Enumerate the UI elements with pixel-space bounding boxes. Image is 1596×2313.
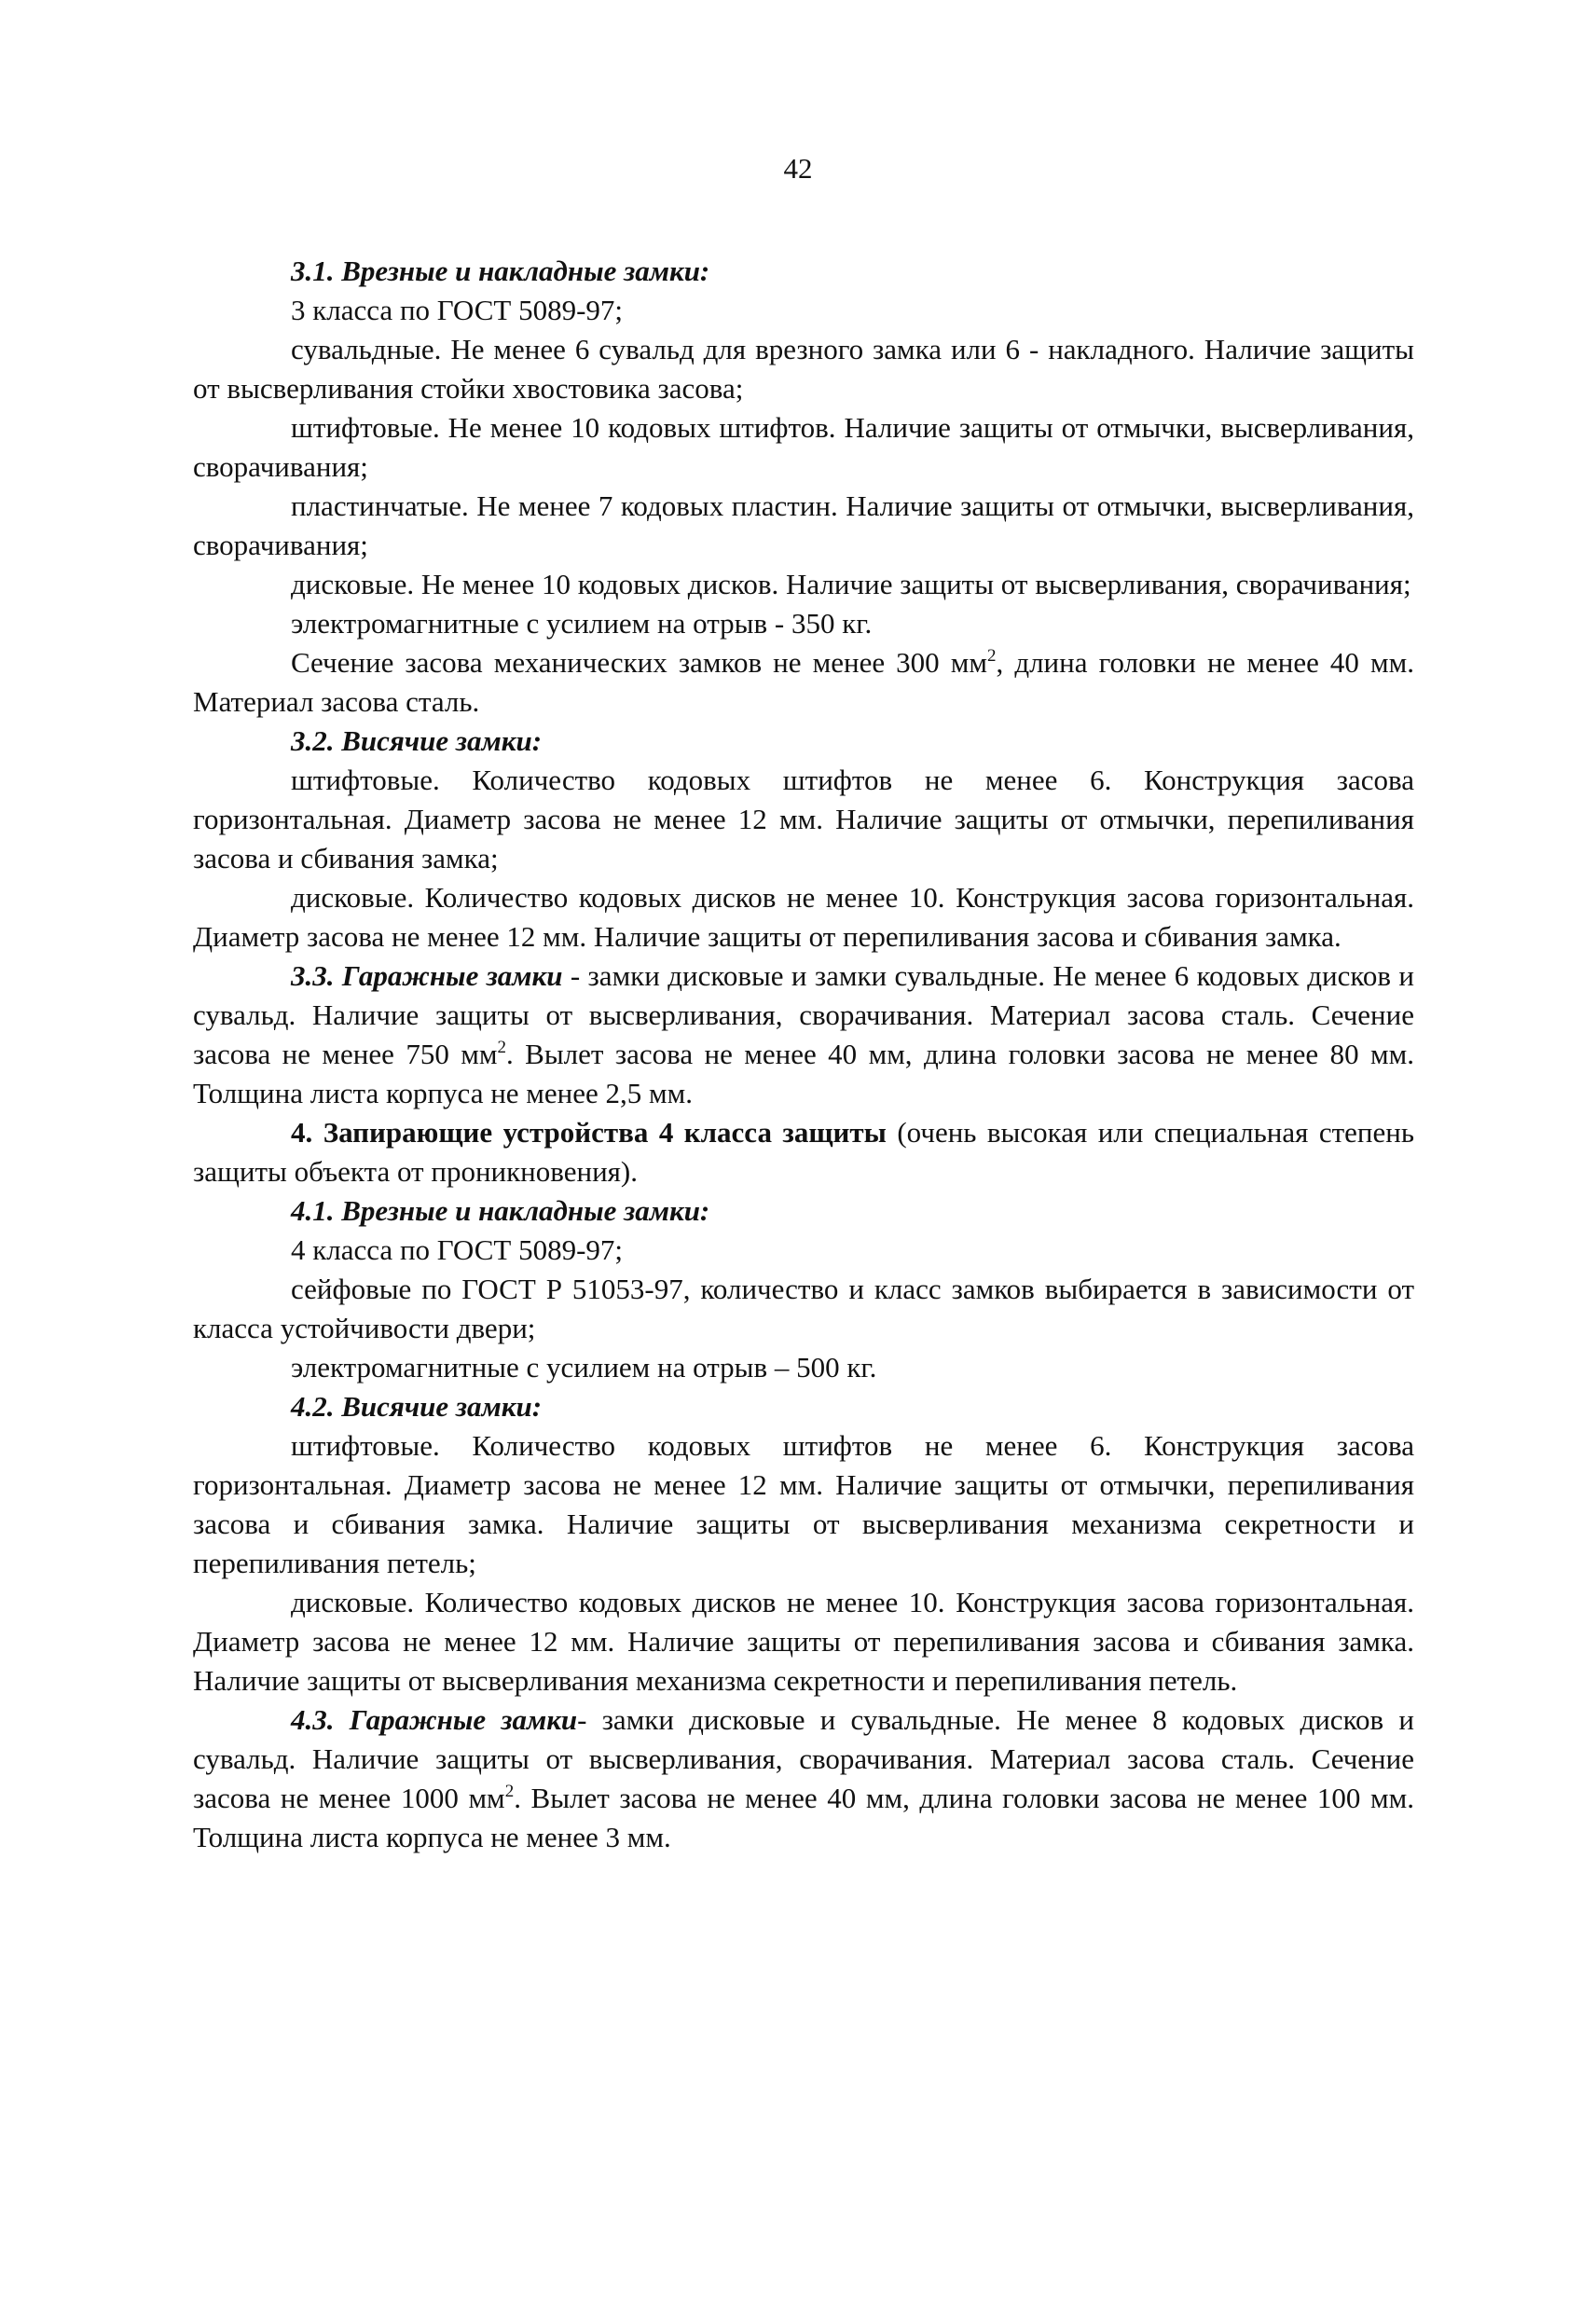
- paragraph-text: Сечение засова механических замков не менее 300 мм: [291, 646, 987, 679]
- paragraph: штифтовые. Не менее 10 кодовых штифтов. Наличие защиты от отмычки, высверливания, сворачивания;: [193, 411, 1414, 483]
- section-heading-4-1: [193, 1191, 1414, 1231]
- section-heading-4: 4. Запирающие устройства 4 класса защиты: [291, 1116, 887, 1149]
- paragraph-text: - замки дисковые и сувальдные. Не менее 8 кодовых дисков и сувальд. Наличие защиты от высверливания, сворачивания. Материал засова сталь. Сечение засова не менее 1000 мм: [193, 1703, 1414, 1814]
- paragraph-text: . Вылет засова не менее 40 мм, длина головки засова не менее 80 мм. Толщина листа корпуса не менее 2,5 мм.: [193, 1038, 1414, 1109]
- section-heading-3-3: 3.3. Гаражные замки: [291, 959, 563, 992]
- section-heading-4-2-text: 4.2. Висячие замки:: [291, 1390, 543, 1423]
- section-heading-4-2: [193, 1387, 1414, 1426]
- section-heading-3-1-text: 3.1. Врезные и накладные замки:: [291, 255, 710, 287]
- paragraph: [193, 1113, 1414, 1191]
- paragraph: дисковые. Количество кодовых дисков не менее 10. Конструкция засова горизонтальная. Диаметр засова не менее 12 мм. Наличие защиты от перепиливания засова и сбивания замка.: [193, 881, 1414, 953]
- paragraph-text: (очень высокая или специальная степень защиты объекта от проникновения).: [193, 1116, 1415, 1188]
- paragraph: дисковые. Количество кодовых дисков не менее 10. Конструкция засова горизонтальная. Диаметр засова не менее 12 мм. Наличие защиты от перепиливания засова и сбивания замка. Наличие защиты от высверливания механизма секретности и перепиливания петель.: [193, 1586, 1414, 1697]
- paragraph: дисковые. Не менее 10 кодовых дисков. Наличие защиты от высверливания, сворачивания;: [291, 568, 1411, 600]
- section-heading-3-1: [193, 252, 1414, 291]
- paragraph: 3 класса по ГОСТ 5089-97;: [291, 294, 624, 326]
- section-heading-3-2-text: 3.2. Висячие замки:: [291, 724, 543, 757]
- paragraph: [193, 643, 1414, 722]
- paragraph: [193, 957, 1414, 1113]
- document-body: [193, 252, 1414, 1857]
- paragraph: сувальдные. Не менее 6 сувальд для врезного замка или 6 - накладного. Наличие защиты от высверливания стойки хвостовика засова;: [193, 333, 1414, 405]
- paragraph: штифтовые. Количество кодовых штифтов не менее 6. Конструкция засова горизонтальная. Диаметр засова не менее 12 мм. Наличие защиты от отмычки, перепиливания засова и сбивания замка;: [193, 764, 1414, 874]
- superscript: 2: [986, 646, 997, 666]
- paragraph-text: . Вылет засова не менее 40 мм, длина головки засова не менее 100 мм. Толщина листа корпуса не менее 3 мм.: [193, 1782, 1414, 1853]
- paragraph: [193, 1700, 1414, 1857]
- paragraph: электромагнитные с усилием на отрыв - 350 кг.: [291, 607, 873, 640]
- paragraph-text: - замки дисковые и замки сувальдные. Не менее 6 кодовых дисков и сувальд. Наличие защиты от высверливания, сворачивания. Материал засова сталь. Сечение засова не менее 750 мм: [193, 959, 1414, 1070]
- paragraph: сейфовые по ГОСТ Р 51053-97, количество и класс замков выбирается в зависимости от класса устойчивости двери;: [193, 1273, 1414, 1344]
- page-number: 42: [783, 152, 813, 185]
- paragraph-text: , длина головки не менее 40 мм. Материал засова сталь.: [193, 646, 1414, 718]
- paragraph: штифтовые. Количество кодовых штифтов не менее 6. Конструкция засова горизонтальная. Диаметр засова не менее 12 мм. Наличие защиты от отмычки, перепиливания засова и сбивания замка. Наличие защиты от высверливания механизма секретности и перепиливания петель;: [193, 1429, 1414, 1579]
- section-heading-4-1-text: 4.1. Врезные и накладные замки:: [291, 1194, 710, 1227]
- paragraph: электромагнитные с усилием на отрыв – 500 кг.: [291, 1351, 877, 1384]
- superscript: 2: [497, 1038, 506, 1057]
- section-heading-4-3: 4.3. Гаражные замки: [291, 1703, 578, 1736]
- superscript: 2: [504, 1782, 515, 1801]
- paragraph: 4 класса по ГОСТ 5089-97;: [291, 1233, 624, 1266]
- section-heading-3-2: [193, 722, 1414, 761]
- paragraph: пластинчатые. Не менее 7 кодовых пластин. Наличие защиты от отмычки, высверливания, сворачивания;: [193, 489, 1414, 561]
